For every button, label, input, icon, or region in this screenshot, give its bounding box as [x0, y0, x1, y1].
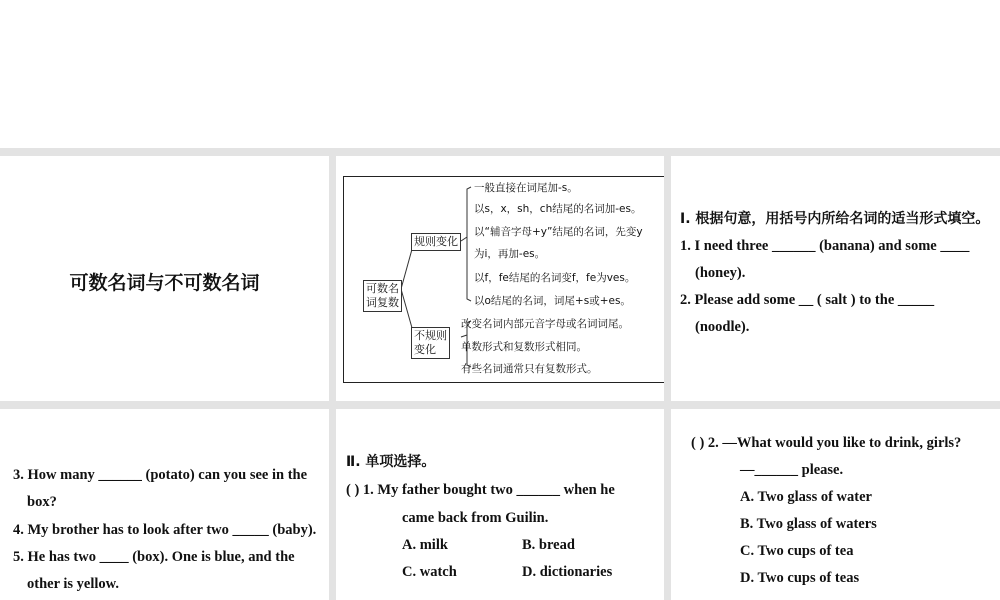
top-divider [0, 148, 1000, 156]
part1-cell[interactable] [671, 156, 1000, 401]
irregular-rule: 单数形式和复数形式相同。 [461, 341, 587, 353]
option-c: C. Two cups of tea [740, 543, 854, 559]
question-1-cont: (honey). [695, 265, 746, 281]
middle-divider [0, 401, 1000, 409]
option-b: B. bread [522, 537, 575, 553]
question-4: 4. My brother has to look after two _____ (baby). [13, 522, 317, 538]
mc-question-1: ( ) 1. My father bought two ______ when he [346, 482, 615, 498]
mc-question-1-cont: came back from Guilin. [402, 510, 549, 526]
option-a: A. Two glass of water [740, 489, 872, 505]
plural-rules-mindmap [343, 176, 664, 383]
option-a: A. milk [402, 537, 448, 553]
regular-rule: 为i，再加-es。 [474, 248, 546, 260]
column-gap-left-top [329, 148, 336, 408]
column-gap-left-bottom [329, 401, 336, 600]
question-5: 5. He has two ____ (box). One is blue, and the [13, 549, 295, 565]
option-c: C. watch [402, 564, 457, 580]
regular-rule: 以“辅音字母+y”结尾的名词，先变y [474, 226, 643, 238]
page-title: 可数名词与不可数名词 [69, 272, 260, 294]
regular-rule: 一般直接在词尾加-s。 [474, 182, 578, 194]
question-3: 3. How many ______ (potato) can you see in the [13, 467, 308, 483]
irregular-rule: 有些名词通常只有复数形式。 [461, 363, 598, 375]
part1-heading: Ⅰ. 根据句意，用括号内所给名词的适当形式填空。 [680, 211, 990, 227]
irregular-rule: 改变名词内部元音字母或名词词尾。 [461, 318, 629, 330]
regular-rule: 以f，fe结尾的名词变f，fe为ves。 [474, 272, 636, 284]
irregular-change-node: 不规则 变化 [411, 327, 450, 359]
option-d: D. dictionaries [522, 564, 613, 580]
mc-question-2-cell[interactable] [671, 409, 1000, 600]
question-1: 1. I need three ______ (banana) and some ____ [680, 238, 970, 254]
regular-change-node: 规则变化 [411, 233, 461, 251]
option-d: D. Two cups of teas [740, 570, 860, 586]
option-b: B. Two glass of waters [740, 516, 877, 532]
mc-question-2-cont: —______ please. [740, 462, 844, 478]
title-cell[interactable] [0, 156, 329, 401]
mindmap-root: 可数名 词复数 [363, 280, 402, 312]
question-3-cont: box? [27, 494, 57, 510]
mc-question-2: ( ) 2. —What would you like to drink, girls? [691, 435, 962, 451]
mindmap-cell[interactable] [336, 156, 664, 401]
part2-cell[interactable] [336, 409, 664, 600]
question-5-cont: other is yellow. [27, 576, 119, 592]
regular-rule: 以o结尾的名词，词尾+s或+es。 [474, 295, 631, 307]
part2-heading: Ⅱ. 单项选择。 [346, 454, 436, 470]
column-gap-right-top [664, 148, 671, 408]
question-2: 2. Please add some __ ( salt ) to the _____ [680, 292, 935, 308]
question-2-cont: (noodle). [695, 319, 750, 335]
column-gap-right-bottom [664, 401, 671, 600]
questions-3-5-cell[interactable] [0, 409, 329, 600]
regular-rule: 以s，x，sh，ch结尾的名词加-es。 [474, 203, 642, 215]
